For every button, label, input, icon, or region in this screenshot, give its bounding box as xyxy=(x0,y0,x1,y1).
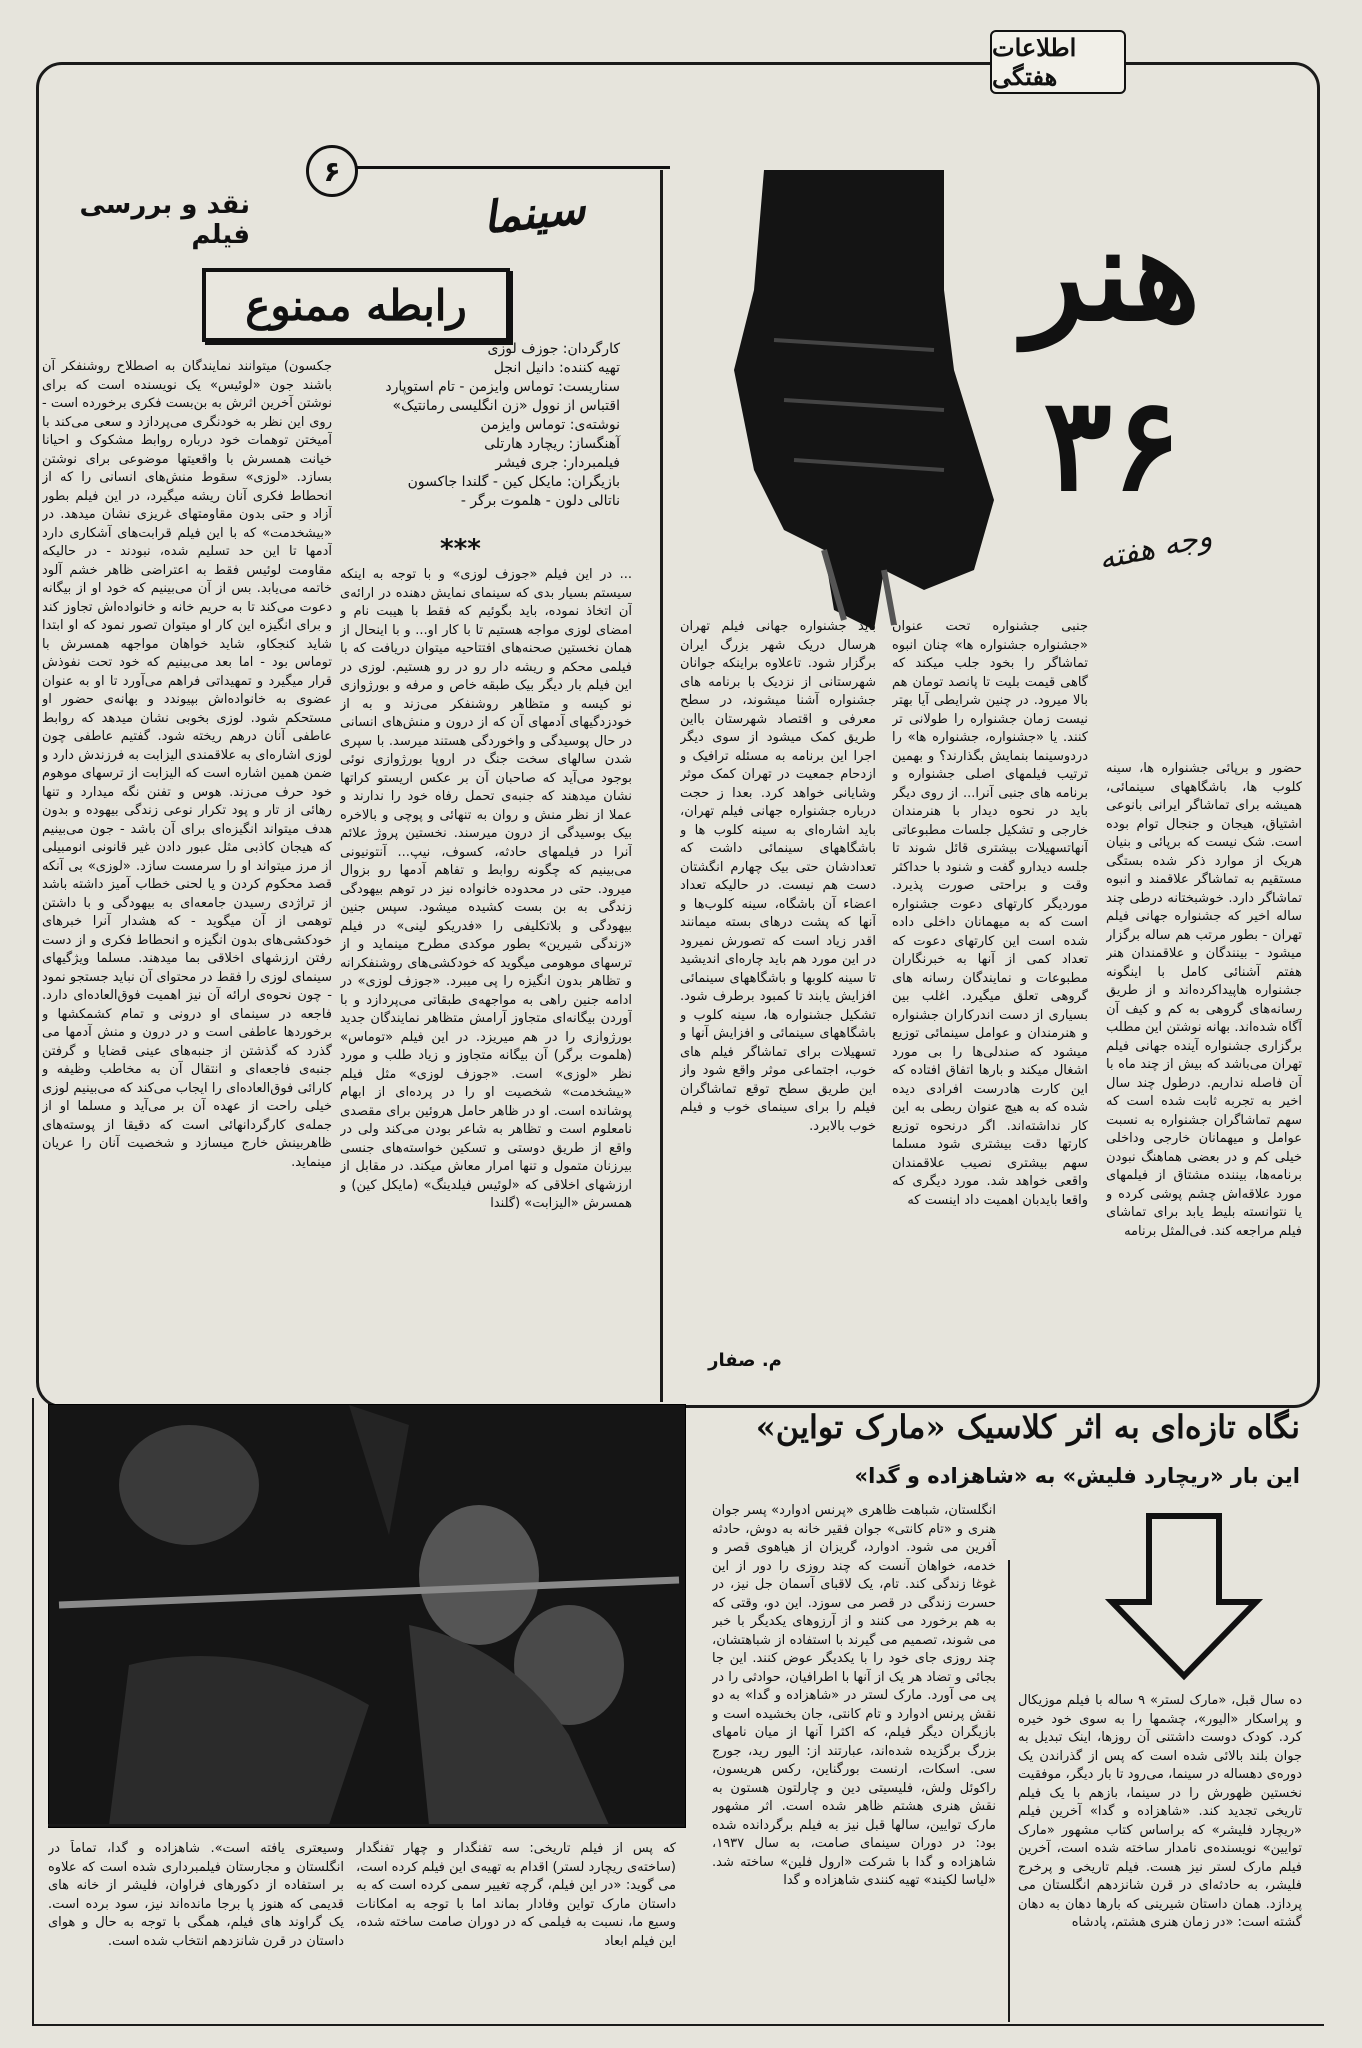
credit-line: اقتباس از نوول «زن انگلیسی رمانتیک» xyxy=(392,398,620,414)
lower-column-divider xyxy=(1008,1560,1010,2022)
art36-column-middle: جنبی جشنواره تحت عنوان «جشنواره جشنواره ها» چنان انبوه تماشاگر را بخود جلب میکند که گاهی قیمت بلیت تا پانصد تومان هم بالا میرود. در چنین شرایطی آیا بهتر نیست زمان جشنواره را طولانی تر کنند. یا «جشنواره، جشنواره ها» را دردوسینما بنمایش بگذارند؟ و بهمین ترتیب فیلمهای اصلی جشنواره و برنامه های جنبی آنرا... از روی دیگر باید در نحوه دیدار با هنرمندان خارجی و تشکیل جلسات مطبوعاتی آنهاتسهیلات بیشتری قائل شوند تا جلسه دیدارو گفت و شنود با حداکثر وقت و براحتی صورت پذیرد. موردیگر کارتهای دعوت جشنواره است که به میهمانان داخلی داده شده است این کارتهای دعوت که تعداد کمی از آنها به خبرنگاران مطبوعات و نمایندگان رسانه های گروهی تعلق میگیرد. اغلب بین بسیاری از دست اندرکاران جشنواره و هنرمندان و عوامل سینمائی توزیع میشود که صندلی‌ها را بی مورد اشغال میکند و بارها اتفاق افتاده که این کارت هادرست افرادی دیده شده که به هیچ عنوان ربطی به این کار نداشته‌اند. اگر درنحوه توزیع کارتها دقت بیشتری شود مسلما سهم بیشتری نصیب علاقمندان واقعی خواهد شد. مورد دیگری که واقعا بایدبان اهمیت داد اینست که xyxy=(892,619,1088,1208)
separator-stars: *** xyxy=(440,534,481,564)
credit-line: بازیگران: مایکل کین - گلندا جاکسون xyxy=(407,474,620,490)
film-title: رابطه ممنوع xyxy=(202,268,510,342)
art36-column-left: باید جشنواره جهانی فیلم تهران هرسال دریک شهر بزرگ ایران برگزار شود. تاعلاوه براینکه جوانان شهرستانی از نزدیک با برنامه های جشنواره آشنا میشوند، در سطح معرفی و اقتصاد شهرستان بااین طریق کمک میشود از سوی دیگر اجرا این برنامه به مسئله ترافیک و ازدحام جمعیت در تهران کمک موثر وشایانی خواهد کرد. بعدا ز حجت درباره جشنواره جهانی فیلم تهران، باید اشاره‌ای به سینه کلوب ها و باشگاههای سینمائی داشت که تعدادشان حتی بیک چهارم انگشتان دست هم نیست. در حالیکه تعداد اعضاء آن باشگاه، سینه کلوب‌ها و آنها که پشت درهای بسته میمانند اقدر زیاد است که تصورش نمیرود در این مورد هم باید چاره‌ای اندیشید تا سینه کلوبها و باشگاههای سینمائی افزایش یابند تا کمبود برطرف شود. تشکیل جشنواره ها، سینه کلوب و باشگاههای سینمائی و افزایش آنها و تسهیلات برای تماشاگر فیلم های خوب، اجتماعی موثر واقع شود واز این طریق سطح توقع تماشاگران فیلم را برای سینمای خوب و فیلم خوب بالابرد. xyxy=(680,619,876,1134)
column-divider xyxy=(660,170,663,1402)
art36-byline: م. صفار xyxy=(708,1350,782,1371)
credit-line: تهیه کننده: دانیل انجل xyxy=(493,360,620,376)
credit-line: ناتالی دلون - هلموت برگر - xyxy=(460,493,620,509)
review-column-1: ... در این فیلم «جوزف لوزی» و با توجه به اینکه سیستم بسیار بدی که سینمای نمایش دهنده در ارائه‌ی آن اتخاذ نموده، باید بگوئیم که فقط با هیبت نام و امضای لوزی مواجه هستیم تا با کار او... و با اینحال از همان نخستین صحنه‌های افتتاحیه میتوان دریافت که با فیلمی محکم و ریشه دار رو در رو هستیم. لوزی در این فیلم بار دیگر بیک طبقه خاص و مرفه و بورژوازی نو کیسه و متظاهر روشنفکر می‌زند و به از خودزدگیهای آدمهای آن که از درون و منش‌های انسانی در حال پوسیدگی و واخوردگی هستند میرسد. با سپری شدن سالهای سخت جنگ در اروپا بورژوازی نوئی بوجود می‌آید که صاحبان آن بر عکس اریستو کراتها نشان میدهند که جنبه‌ی تحمل رفاه خود را ندارند و عملا از نظر منش و روان به تنهائی و پوچی و بالاخره بیک بوسیدگی از درون میرسند. نخستین پروژ علائم آنرا در فیلمهای حادثه، کسوف، نیپ... آنتونیونی می‌بینیم که چگونه روابط و تفاهم آدمها رو بزوال میرود. حتی در محدوده خانواده نیز در توهم بیهودگی زندگی به بن بست کشیده میشود. سپس جنین بیهودگی و بلاتکلیفی را «فدریکو لینی» در فیلم «زندگی شیرین» بطور موکدی مطرح مینماید و از ترسهای موهومی میگوید که خودکشی‌های روشنفکرانه و تظاهر بدون انگیزه را پی میبرد. «جوزف لوزی» در ادامه جنین راهی به مواجهه‌ی طبقاتی می‌پردازد و با آوردن بیگانه‌ای متجاوز آرامش متظاهر نمایندگان جدید بورژوازی را در هم میریزد. در این فیلم «توماس» (هلموت برگر) آن بیگانه متجاوز و زیاد طلب و مورد نظر «لوزی» است. «جوزف لوزی» مثل فیلم «بیشخدمت» شخصیت او را در پرده‌ای از ابهام پوشانده است. او در ظاهر حامل هروئین برای مقصدی نامعلوم است و تظاهر به شاعر بودن می‌کند ولی در واقع از طریق دوستی و تسکین خواسته‌های جنسی بیرزنان متمول و تنها امرار معاش میکند. در مقابل از ارزشهای اخلاقی که «لوئیس فیلدینگ» (مایکل کین) و همسرش «الیزابت» (گلندا xyxy=(340,567,632,1211)
twain-column-a: انگلستان، شباهت ظاهری «پرنس ادوارد» پسر جوان هنری و «تام کانتی» جوان فقیر خانه به دوش، حادثه آفرین می شود. ادوارد، گریزان از هیاهوی قصر و خدمه، خواهان آنست که چند روزی را دور از این غوغا زندگی کند. تام، یک لاقبای آسمان جل نیز، در حسرت زندگی در قصر می سوزد. این دو، وقتی که به هم برخورد می کنند و از آرزوهای یکدیگر با خبر می شوند، تصمیم می گیرند با استفاده از شباهتشان، چند روزی جای خود را با یکدیگر عوض کنند. این جا بجائی و تضاد هر یک از آنها با اطرافیان، حوادثی را در پی می آورد. مارک لستر در «شاهزاده و گدا» به دو نقش پرنس ادوارد و تام کانتی، جان بخشیده است و بازیگران دیگر فیلم، که اکثرا آنها از میان نامهای بزرگ برگزیده شده‌اند، عبارتند از: الیور رید، جورج سی. اسکات، ارنست بورگناین، رکس هریسون، راکوئل ولش، فلیسیتی دین و چارلتون هستون به نقش هنری هشتم ظاهر شده است. اثر مشهور مارک توایین، سالها قبل نیز به فیلم برگردانده شده بود: در دوران سینمای صامت، به سال ۱۹۳۷، شاهزاده و گدا با شرکت «ارول فلین» ساخته شد. «لیاسا لکیند» تهیه کنندی شاهزاده و گدا xyxy=(712,1503,996,1888)
weekly-signature: وجه هفته xyxy=(1095,518,1216,578)
header-rule xyxy=(350,166,670,169)
hand-illustration xyxy=(694,170,994,630)
film-still-photo xyxy=(48,1404,686,1828)
credit-line: سناریست: توماس وایزمن - تام استوپارد xyxy=(385,379,620,395)
twain-column-d: وسیعتری یافته است». شاهزاده و گدا، تماماً در انگلستان و مجارستان فیلمبرداری شده است که علاوه بر استفاده از دکورهای فراوان، فلیشر از خانه های قدیمی که هنوز پا برجا مانده‌اند نیز، سود برده است. یک گراوند های فیلم، همگی با توجه به حال و هوای داستان در قرن شانزدهم انتخاب شده است. xyxy=(48,1841,344,1949)
film-credits xyxy=(320,340,620,511)
twain-column-b: ده سال قبل، «مارک لستر» ۹ ساله با فیلم موزیکال و پراسکار «الیور»، چشمها را به سوی خود خیره کرد. کودک دوست داشتنی آن روزها، اینک تبدیل به جوان بلند بالائی شده است که پس از گذراندن یک دوره‌ی دهساله در سینما، می‌رود تا بار دیگر، موفقیت نخستین ظهورش را در سینما، بازهم با یک فیلم تاریخی تجدید کند. «شاهزاده و گدا» آخرین فیلم «ریچارد فلیشر» که براساس کتاب مشهور «مارک توایین» نویسنده‌ی نامدار ساخته شده است، آخرین فیلم مارک لستر نیز هست. فیلم تاریخی و پرخرج فلیشر، به حادثه‌ای در قرن شانزدهم انگلستان می پردازد. همان داستان شیرینی که بارها دهان به دهان گشته است: «در زمان هنری هشتم، پادشاه xyxy=(1018,1693,1302,1930)
credit-line: نوشته‌ی: توماس وایزمن xyxy=(480,417,620,433)
twain-headline: نگاه تازه‌ای به اثر کلاسیک «مارک تواین» xyxy=(755,1408,1300,1446)
credit-line: فیلمبردار: جری فیشر xyxy=(495,455,620,471)
masthead-logo xyxy=(990,30,1126,94)
twain-subheadline: این بار «ریچارد فلیش» به «شاهزاده و گدا» xyxy=(854,1464,1300,1488)
film-still-image xyxy=(49,1405,685,1827)
section-heading: نقد و بررسی فیلم xyxy=(79,190,250,250)
credit-line: کارگردان: جوزف لوزی xyxy=(487,341,620,357)
review-column-2: جکسون) میتوانند نمایندگان به اصطلاح روشنفکر آن باشند جون «لوئیس» یک نویسنده است که برای نوشتن آخرین اثرش به بن‌بست فکری برخورده است - روی این نظر به خودنگری می‌پردازد و سعی می‌کند با آمیختن توهمات خود درباره روابط مشکوک و احیانا خیانت همسرش با واقعیتها موضوعی برای نوشتن بسازد. «لوزی» سقوط منش‌های انسانی را که از انحطاط فکری آنان ریشه میگیرد، در این فیلم بطور آزاد و حتی بدون مقاومتهای غریزی نشان میدهد. در «بیشخدمت» که با این فیلم قرابت‌های آشکاری دارد آدمها تا این حد تسلیم شده، نبودند - در حالیکه مقاومت لوئیس فقط به اعتراضی ظاهر خشم آلود خاتمه می‌یابد. بس از آن می‌بینیم که خود او از بیگانه دعوت می‌کند تا به حریم خانه و خانواده‌اش تجاوز کند و برای انگیزه این کار او میتوان تصور نمود که او ابتدا شاید کنجکاو، شاید خواهان مواجهه همسرش با توماس بود - اما بعد می‌بینیم که خود تحت نفوذش قرار میگیرد و تمهیداتی فراهم می‌آورد تا او به عنوان عضوی به خانواده‌اش بپیوندد و بهانه‌ی حضور او مستحکم شود. لوزی بخوبی نشان میدهد که روابط عاطفی آنان درهم ریخته شود. گفتیم عاطفی چون لوزی اشاره‌ای به علاقمندی الیزابت به فرزندش دارد و ضمن همین اشاره است که الیزابت از ترسهای موهوم خود حرف می‌زند. هوس و تفنن نگه میدارد و تنها رهائی از تار و پود تکرار نوعی زندگی بیهوده و بدون هدف میتواند انگیزه‌ای برای آن باشد - جون می‌بینیم که هیجان کاذبی مثل عبور دادن غیر قانونی انومبیلی از مرز میتواند او را سرمست سازد. «لوزی» بی آنکه قصد محکوم کردن و یا لحنی خطاب آمیز داشته باشد از تراژدی رسیدن جامعه‌ای به بیهودگی و با داشتن توهمی از آن میگوید - که هشدار آنرا خبرهای خودکشی‌های بدون انگیزه و انحطاط فکری و از دست رفتن ارزشهای اخلاقی بما میدهند. مسلما ویژگیهای سینمای لوزی را فقط در محتوای آن نباید جستجو نمود - چون نحوه‌ی ارائه آن نیز اهمیت فوق‌العاده‌ای دارد. فاجعه در سینمای او درونی و تمام کشمکشها و برخوردها عاطفی است و در درون و منش آدمها می گذرد که گذشتن از جنبه‌های عینی قضایا و گرفتن جنبه‌ی فاجعه‌ای و انتقال آن به مخاطب وظیفه و کارائی فوق‌العاده‌ای را ایجاب می‌کند که می‌بینیم لوزی خیلی راحت از عهده آن بر می‌آید و مسلما او از جمله‌ی کارگردانهائی است که دقیقا از پوسته‌های ظاهربینش خارج میسازد و شخصیت آنان را عریان مینماید. xyxy=(42,359,332,1170)
article-headline-36: هنر ۳۶ xyxy=(1023,200,1201,520)
art36-column-right: حضور و برپائی جشنواره ها، سینه کلوب ها، باشگاههای سینمائی، همیشه برای تماشاگر ایرانی بانوعی اشتیاق، هیجان و جنجال توام بوده است. شک نیست که برپائی و بنیان هریک از موارد ذکر شده بستگی مستقیم به تماشاگر علاقمند و انبوه تماشاگر دارد. خوشبختانه درطی چند ساله اخیر که جشنواره جهانی فیلم تهران - بطور مرتب هم ساله برگزار میشود - بینندگان و علاقمندان هنر هفتم آشنائی کامل با اینگونه جشنواره هاپیداکرده‌اند و از طریق رسانه‌های گروهی به کم و کیف آن آگاه شده‌اند. بهانه نوشتن این مطلب برگزاری جشنواره آینده جهانی فیلم تهران می‌باشد که بیش از چند ماه با آن فاصله نداریم. درطول چند سال اخیر به تجربه ثابت شده است که سهم تماشاگران جشنواره به نسبت عوامل و میهمانان خارجی وداخلی خیلی کم و در بعضی هماهنگ نبودن برنامه‌ها، بیننده مشتاق از فیلمهای مورد علاقه‌اش چشم پوشی کرده و یا نتوانسته بلیط یابد برای تماشای فیلم مراجعه کند. فی‌المثل برنامه xyxy=(1106,761,1302,1239)
arrow-down-icon xyxy=(1104,1512,1264,1682)
cinema-logo: سینما xyxy=(480,182,588,245)
masthead-label: اطلاعات هفتگی xyxy=(992,33,1077,91)
page-number: ۶ xyxy=(306,145,358,197)
credit-line: آهنگساز: ریچارد هارتلی xyxy=(484,436,620,452)
twain-column-c: که پس از فیلم تاریخی: سه تفنگدار و چهار تفنگدار (ساخته‌ی ریچارد لستر) اقدام به تهیه‌ی این فیلم کرده است، می گوید: «در این فیلم، گرچه تغییر‌ سمی کرده است که به داستان مارک تواین وفادار بماند اما با توجه به امکانات وسیع ما، نسبت به فیلمی که در دوران صامت ساخته شده، این فیلم ابعاد xyxy=(356,1841,676,1949)
photo-rule xyxy=(48,1824,684,1826)
